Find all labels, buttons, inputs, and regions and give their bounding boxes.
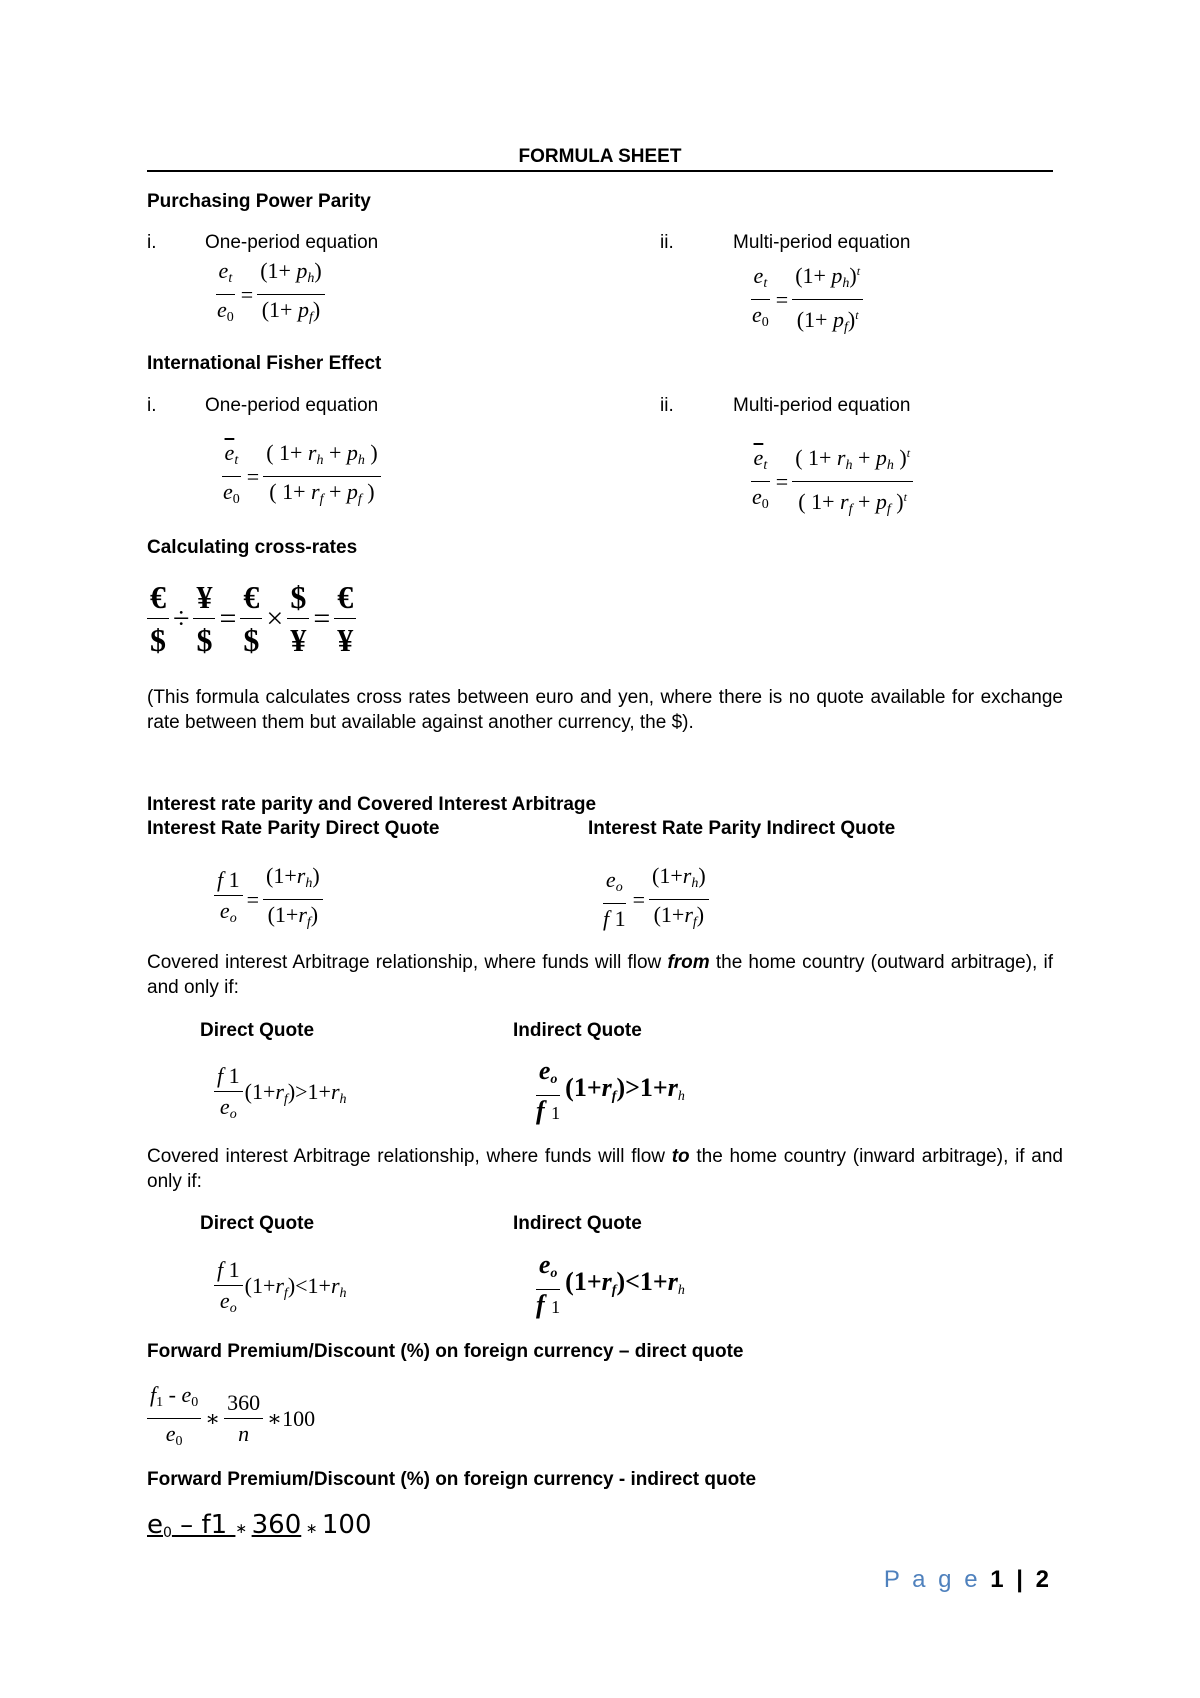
inward-direct-formula: $\frac{f 1}{e_o}$ $(1+r_f)<1+r_h$ <box>214 1257 347 1322</box>
outward-direct-label: Direct Quote <box>200 1020 315 1041</box>
fwd-direct-formula: $\frac{f_1 - e_0}{e_0}$ ∗ $\frac{360}{n}$ ∗100 <box>147 1382 319 1455</box>
fwd-indirect-formula: $e_0 - f1$ ∗ 360 ∗ 100 <box>147 1510 372 1541</box>
page-footer <box>884 1566 1052 1594</box>
ife-one-period-formula: $\frac{\overline{e}_t}{e_0}$ = $\frac{( 1+ r_h + p_h )}{( 1+ r_f + p_f )}$ <box>220 440 381 513</box>
fwd-indirect-e: e <box>147 1510 163 1540</box>
ppp-multi-period-formula: $\frac{e_t}{e_0}$ = $\frac{(1+ p_h)^t}{(1+ p_f)^t}$ <box>749 258 863 341</box>
footer-page-word: P a g e <box>883 1566 981 1593</box>
outward-direct-formula: $\frac{f 1}{e_o}$ $(1+r_f)>1+r_h$ <box>214 1063 347 1128</box>
outward-text-before: Covered interest Arbitrage relationship, where funds will flow <box>147 952 668 973</box>
outward-text-after: the home country (outward arbitrage), if and only if: <box>147 952 1053 998</box>
irp-heading: Interest rate parity and Covered Interest Arbitrage <box>147 794 597 815</box>
fwd-direct-heading: Forward Premium/Discount (%) on foreign currency – direct quote <box>147 1341 744 1362</box>
inward-direct-label: Direct Quote <box>200 1213 315 1234</box>
footer-separator: | <box>1016 1566 1026 1593</box>
footer-total-pages: 2 <box>1035 1566 1052 1593</box>
ife-item2-marker: ii. <box>660 395 674 416</box>
cross-explanation: (This formula calculates cross rates between euro and yen, where there is no quote available for exchange rate between them but available against another currency, the $). <box>147 687 1063 733</box>
ppp-one-period-formula: $\frac{e_t}{e_0}$ = $\frac{(1+ p_h)}{(1+ p_f)}$ <box>214 258 325 331</box>
fwd-indirect-sub: 0 <box>163 1525 172 1541</box>
inward-text-before: Covered interest Arbitrage relationship, where funds will flow <box>147 1146 672 1167</box>
fwd-indirect-minus-f1: – f1 <box>171 1510 236 1540</box>
outward-emphasis: from <box>667 952 710 973</box>
ife-item1-marker: i. <box>147 395 157 416</box>
ife-item1-label: One-period equation <box>205 395 379 416</box>
ife-heading: International Fisher Effect <box>147 353 382 374</box>
irp-direct-formula: $\frac{f 1}{e_o}$ = $\frac{(1+r_h)}{(1+r_f)}$ <box>214 863 323 936</box>
inward-text-after: the home country (inward arbitrage), if and only if: <box>147 1146 1063 1192</box>
outward-indirect-formula: $\frac{e_o}{f 1}$ $(1+r_f)>1+r_h$ <box>536 1056 685 1125</box>
page-title: FORMULA SHEET <box>518 146 682 167</box>
ife-multi-period-formula: $\frac{\overline{e}_t}{e_0}$ = $\frac{( 1+ r_h + p_h )^t}{( 1+ r_f + p_f )^t}$ <box>749 440 913 523</box>
fwd-indirect-100: 100 <box>321 1510 372 1540</box>
ppp-heading: Purchasing Power Parity <box>147 191 371 212</box>
inward-description <box>147 1144 1063 1194</box>
outward-description <box>147 950 1053 1000</box>
ppp-item1-marker: i. <box>147 232 157 253</box>
inward-indirect-formula: $\frac{e_o}{f 1}$ $(1+r_f)<1+r_h$ <box>536 1250 685 1319</box>
ppp-item2-marker: ii. <box>660 232 674 253</box>
cross-heading: Calculating cross-rates <box>147 537 358 558</box>
footer-current-page: 1 <box>990 1566 1007 1593</box>
inward-indirect-label: Indirect Quote <box>513 1213 642 1234</box>
outward-indirect-label: Indirect Quote <box>513 1020 642 1041</box>
irp-direct-heading: Interest Rate Parity Direct Quote <box>147 818 440 839</box>
cross-rate-formula: $\frac{€}{\$}$ ÷ $\frac{¥}{\$}$ = $\frac{€}{\$}$ × $\frac{\$}{¥}$ = $\frac{€}{¥}$ <box>147 578 356 659</box>
ppp-item2-label: Multi-period equation <box>733 232 911 253</box>
ife-item2-label: Multi-period equation <box>733 395 911 416</box>
fwd-indirect-360: 360 <box>251 1510 302 1540</box>
ppp-item1-label: One-period equation <box>205 232 379 253</box>
title-rule <box>147 170 1053 172</box>
fwd-indirect-heading: Forward Premium/Discount (%) on foreign currency - indirect quote <box>147 1469 757 1490</box>
irp-indirect-formula: $\frac{e_o}{f 1}$ = $\frac{(1+r_h)}{(1+r_f)}$ <box>600 863 709 936</box>
irp-indirect-heading: Interest Rate Parity Indirect Quote <box>588 818 896 839</box>
inward-emphasis: to <box>671 1146 690 1167</box>
